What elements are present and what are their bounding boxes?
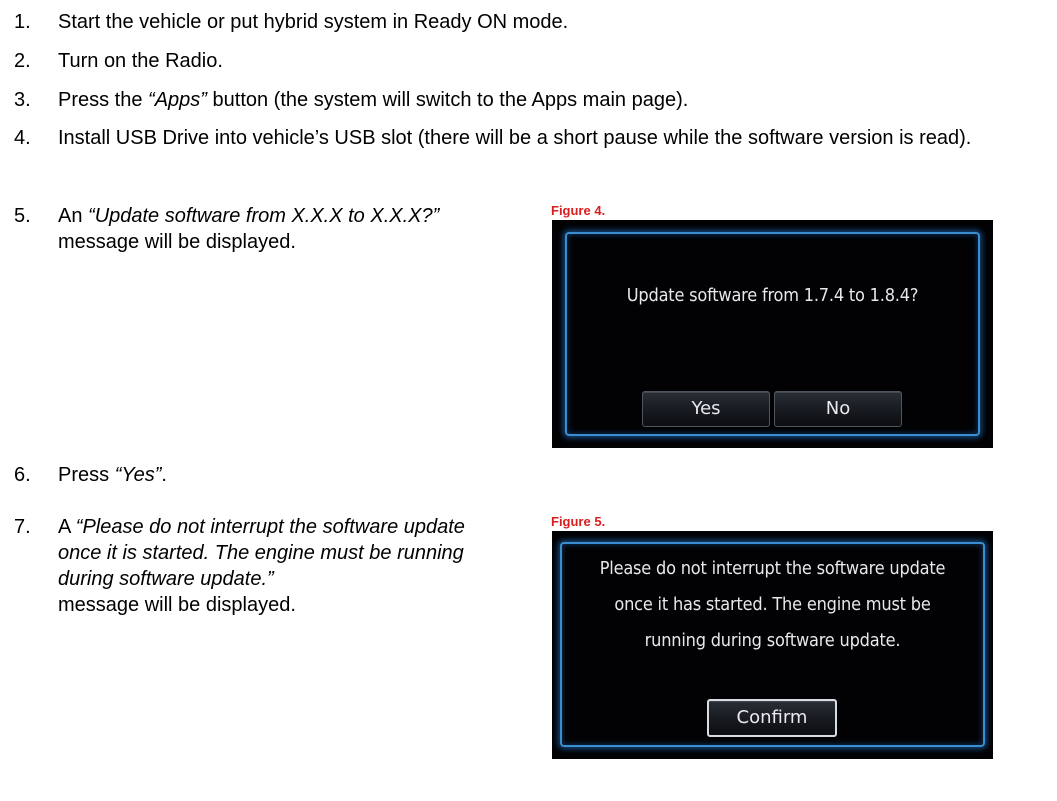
figure-5-label: Figure 5. <box>551 514 606 529</box>
warning-message-line-3: running during software update. <box>644 630 901 651</box>
step-text-quote: “Please do not interrupt the software update once it is started. The engine must be running during software update.” <box>58 516 465 590</box>
step-text-pre: Press <box>58 464 115 486</box>
step-text-post: . <box>161 464 167 486</box>
step-text-quote: “Update software from X.X.X to X.X.X?” <box>88 205 440 227</box>
step-number: 7. <box>14 516 31 538</box>
warning-message-line-1: Please do not interrupt the software update <box>599 558 946 579</box>
step-text-pre: A <box>58 516 76 538</box>
step-number: 4. <box>14 127 31 149</box>
confirm-button[interactable]: Confirm <box>707 699 837 737</box>
step-text-pre: An <box>58 205 89 227</box>
step-text <box>58 203 528 255</box>
step-text-quote: “Apps” <box>148 89 207 111</box>
step-text-post: message will be displayed. <box>58 594 296 616</box>
step-text <box>58 462 528 488</box>
screen-frame <box>565 232 980 436</box>
step-text: Start the vehicle or put hybrid system in Ready ON mode. <box>58 11 569 33</box>
yes-button[interactable]: Yes <box>642 391 770 427</box>
step-text: Turn on the Radio. <box>58 50 223 72</box>
update-message: Update software from 1.7.4 to 1.8.4? <box>626 285 919 306</box>
figure-5-screen <box>552 531 993 759</box>
step-number: 5. <box>14 205 31 227</box>
step-text-post: button (the system will switch to the Apps main page). <box>206 89 689 111</box>
step-text-quote: “Yes” <box>114 464 162 486</box>
warning-message-line-2: once it has started. The engine must be <box>614 594 931 615</box>
step-number: 3. <box>14 89 31 111</box>
step-text-post: message will be displayed. <box>58 231 296 253</box>
step-text-pre: Press the <box>58 89 149 111</box>
step-number: 6. <box>14 464 31 486</box>
figure-4-screen <box>552 220 993 448</box>
step-number: 1. <box>14 11 31 33</box>
step-number: 2. <box>14 50 31 72</box>
no-button[interactable]: No <box>774 391 902 427</box>
step-text: Install USB Drive into vehicle’s USB slot (there will be a short pause while the software version is read). <box>58 127 972 149</box>
figure-4-label: Figure 4. <box>551 203 606 218</box>
step-text <box>58 87 1048 113</box>
step-text <box>58 514 488 618</box>
